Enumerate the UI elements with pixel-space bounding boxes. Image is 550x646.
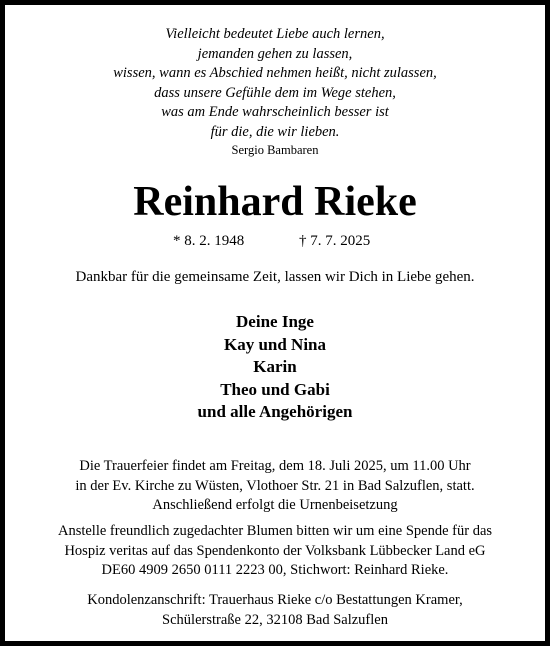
mourner: Deine Inge	[236, 312, 314, 331]
ceremony-line: Anschließend erfolgt die Urnenbeisetzung	[152, 497, 398, 513]
mourners-list	[5, 311, 545, 424]
poem-author: Sergio Bambaren	[231, 143, 319, 157]
mourner: Kay und Nina	[223, 334, 327, 354]
ceremony-line: Die Trauerfeier findet am Freitag, dem 18. Juli 2025, um 11.00 Uhr	[79, 458, 471, 474]
mourner: Theo und Gabi	[220, 379, 330, 399]
life-dates	[5, 231, 545, 251]
mourner: und alle Angehörigen	[197, 402, 353, 421]
poem-line: jemanden gehen zu lassen,	[197, 45, 353, 62]
death-date: † 7. 7. 2025	[299, 233, 371, 249]
mourner: Karin	[253, 357, 297, 376]
thanks-line: Dankbar für die gemeinsame Zeit, lassen wir Dich in Liebe gehen.	[75, 269, 475, 285]
poem-line: was am Ende wahrscheinlich besser ist	[161, 104, 389, 121]
ceremony-line: in der Ev. Kirche zu Wüsten, Vlothoer Str. 21 in Bad Salzuflen, statt.	[75, 477, 475, 494]
deceased-name: Reinhard Rieke	[133, 179, 417, 225]
poem-line: wissen, wann es Abschied nehmen heißt, nicht zulassen,	[113, 65, 437, 82]
birth-date: * 8. 2. 1948	[173, 233, 245, 249]
donation-line: Anstelle freundlich zugedachter Blumen bitten wir um eine Spende für das	[57, 523, 493, 539]
poem-line: Vielleicht bedeutet Liebe auch lernen,	[165, 26, 385, 42]
poem	[5, 25, 545, 143]
ceremony-info	[5, 457, 545, 516]
poem-line: dass unsere Gefühle dem im Wege stehen,	[154, 84, 396, 101]
poem-line: für die, die wir lieben.	[210, 123, 340, 140]
condolence-line: Kondolenzanschrift: Trauerhaus Rieke c/o Bestattungen Kramer,	[87, 592, 463, 608]
condolence-line: Schülerstraße 22, 32108 Bad Salzuflen	[162, 611, 388, 628]
donation-line: DE60 4909 2650 0111 2223 00, Stichwort: Reinhard Rieke.	[101, 562, 449, 578]
donation-info	[5, 522, 545, 581]
condolence-address	[5, 591, 545, 630]
donation-line: Hospiz veritas auf das Spendenkonto der Volksbank Lübbecker Land eG	[64, 542, 486, 559]
